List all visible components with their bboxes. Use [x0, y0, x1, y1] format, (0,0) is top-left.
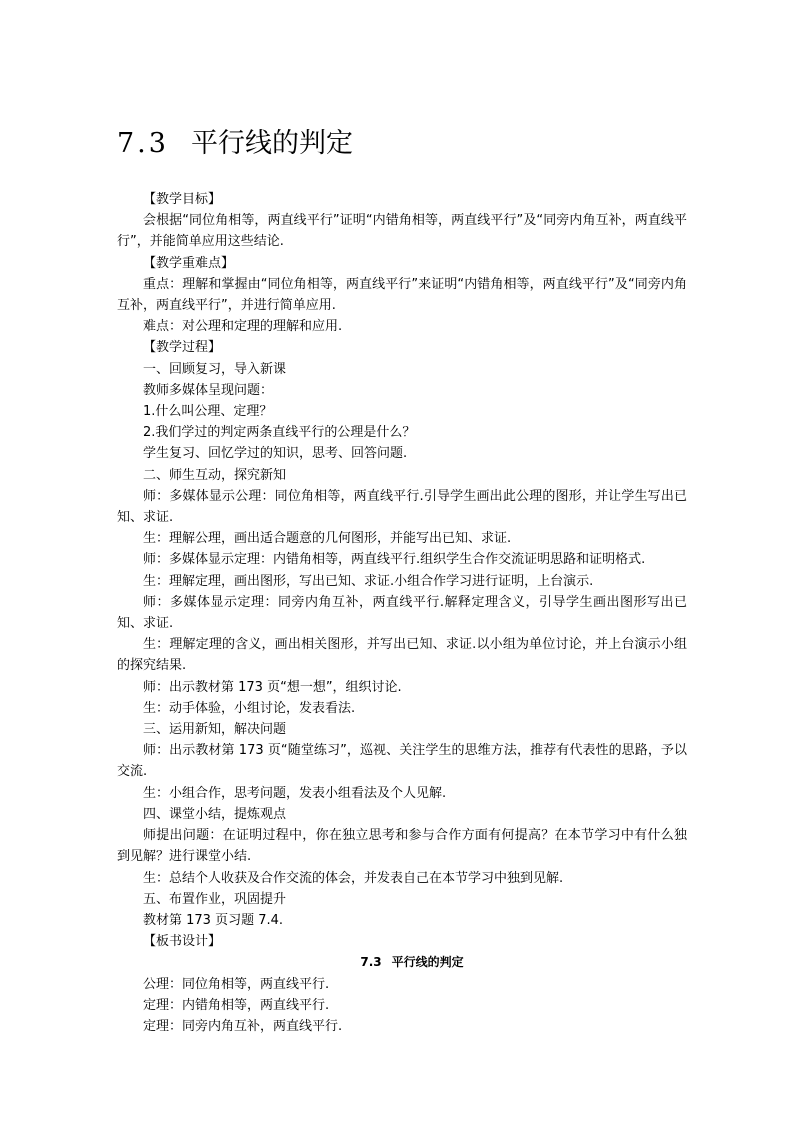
section-heading-objectives: 【教学目标】 — [143, 192, 222, 207]
step-heading-review: 一、回顾复习，导入新课 — [143, 361, 287, 377]
section-heading-board-design: 【板书设计】 — [143, 934, 222, 950]
question-item: 1.什么叫公理、定理？ — [143, 404, 273, 420]
paragraph: 教材第 173 页习题 7.4. — [143, 912, 284, 928]
paragraph: 师：多媒体显示定理：内错角相等，两直线平行.组织学生合作交流证明思路和证明格式. — [143, 552, 646, 568]
board-line: 定理：内错角相等，两直线平行. — [143, 997, 330, 1013]
paragraph: 师：出示教材第 173 页“随堂练习”，巡视、关注学生的思维方法，推荐有代表性的思路，予以交流. — [117, 743, 687, 780]
paragraph: 生：小组合作，思考问题，发表小组看法及个人见解. — [143, 785, 447, 801]
board-line: 定理：同旁内角互补，两直线平行. — [143, 1018, 343, 1034]
paragraph: 生：理解定理，画出图形，写出已知、求证.小组合作学习进行证明，上台演示. — [143, 573, 594, 589]
board-title-text: 平行线的判定 — [391, 955, 464, 970]
paragraph: 生：总结个人收获及合作交流的体会，并发表自己在本节学习中独到见解. — [143, 870, 564, 886]
section-heading-key-points: 【教学重难点】 — [143, 255, 235, 271]
paragraph: 生：理解定理的含义，画出相关图形，并写出已知、求证.以小组为单位讨论，并上台演示小组的探究结果. — [117, 637, 687, 674]
paragraph: 学生复习、回忆学过的知识，思考、回答问题. — [143, 446, 408, 462]
title-text: 平行线的判定 — [190, 128, 353, 159]
paragraph: 教师多媒体呈现问题： — [143, 382, 274, 398]
paragraph-objectives: 会根据“同位角相等，两直线平行”证明“内错角相等，两直线平行”及“同旁内角互补，两直线平行”，并能简单应用这些结论. — [117, 213, 687, 250]
page-title — [117, 124, 353, 164]
step-heading-homework: 五、布置作业，巩固提升 — [143, 891, 287, 907]
title-number: 7.3 — [117, 128, 169, 159]
board-title-number: 7.3 — [360, 955, 382, 970]
paragraph: 师提出问题：在证明过程中，你在独立思考和参与合作方面有何提高？在本节学习中有什么独到见解？进行课堂小结. — [117, 828, 687, 865]
step-heading-application: 三、运用新知，解决问题 — [143, 722, 287, 738]
paragraph: 师：多媒体显示定理：同旁内角互补，两直线平行.解释定理含义，引导学生画出图形写出已知、求证. — [117, 594, 687, 632]
board-line: 公理：同位角相等，两直线平行. — [143, 976, 330, 992]
section-heading-process: 【教学过程】 — [143, 340, 222, 356]
paragraph: 师：出示教材第 173 页“想一想”，组织讨论. — [143, 679, 402, 695]
board-title — [117, 952, 687, 973]
paragraph: 师：多媒体显示公理：同位角相等，两直线平行.引导学生画出此公理的图形，并让学生写出已知、求证. — [117, 488, 687, 526]
question-item: 2.我们学过的判定两条直线平行的公理是什么？ — [143, 425, 416, 441]
paragraph: 生：理解公理，画出适合题意的几何图形，并能写出已知、求证. — [143, 531, 512, 547]
paragraph-key-point: 重点：理解和掌握由“同位角相等，两直线平行”来证明“内错角相等，两直线平行”及“同旁内角互补，两直线平行”，并进行简单应用. — [117, 276, 687, 314]
document-body — [117, 189, 687, 1037]
paragraph: 生：动手体验，小组讨论，发表看法. — [143, 700, 356, 716]
step-heading-interaction: 二、师生互动，探究新知 — [143, 467, 287, 483]
paragraph-difficult-point: 难点：对公理和定理的理解和应用. — [143, 319, 343, 335]
step-heading-summary: 四、课堂小结，提炼观点 — [143, 806, 287, 822]
